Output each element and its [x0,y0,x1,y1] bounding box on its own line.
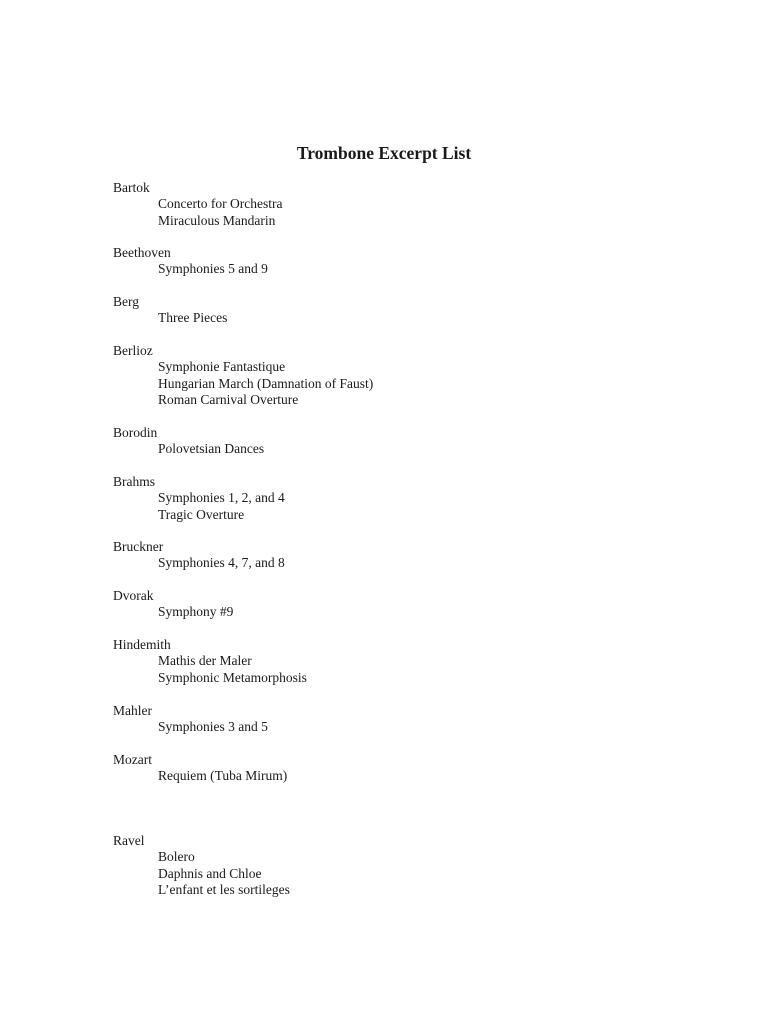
work-item: Symphonies 1, 2, and 4 [158,490,285,506]
work-item: L’enfant et les sortileges [158,881,290,897]
composer-name: Brahms [113,474,155,489]
composer-entry [113,180,282,229]
composer-name: Bruckner [113,539,164,554]
composer-entry [113,588,233,621]
works-list [113,261,268,277]
work-item: Roman Carnival Overture [158,391,299,407]
work-item: Three Pieces [158,310,228,326]
composer-entry [113,637,307,686]
works-list [113,768,287,784]
works-list [113,555,285,571]
work-item: Symphonic Metamorphosis [158,669,307,685]
work-item: Mathis der Maler [158,653,252,669]
composer-entry [113,425,264,458]
composer-entry [113,245,268,278]
composer-entry [113,703,268,736]
work-item: Requiem (Tuba Mirum) [158,768,288,784]
composer-name: Ravel [113,833,145,848]
composer-name: Beethoven [113,245,171,260]
composer-name: Mozart [113,752,152,767]
work-item: Hungarian March (Damnation of Faust) [158,375,374,391]
works-list [113,849,290,898]
works-list [113,653,307,686]
works-list [113,196,282,229]
works-list [113,604,233,620]
composer-name: Dvorak [113,588,154,603]
work-item: Symphony #9 [158,604,234,620]
work-item: Symphonie Fantastique [158,359,286,375]
composer-entry [113,752,287,785]
work-item: Daphnis and Chloe [158,865,262,881]
composer-name: Berlioz [113,343,153,358]
composer-name: Borodin [113,425,158,440]
work-item: Symphonies 4, 7, and 8 [158,555,285,571]
works-list [113,359,373,408]
composer-entry [113,294,227,327]
composer-name: Hindemith [113,637,171,652]
composer-entry [113,343,373,408]
composer-name: Mahler [113,703,152,718]
work-item: Tragic Overture [158,506,245,522]
works-list [113,490,285,523]
works-list [113,310,227,326]
work-item: Miraculous Mandarin [158,212,276,228]
composer-name: Berg [113,294,139,309]
page-title: Trombone Excerpt List [296,143,472,163]
work-item: Concerto for Orchestra [158,196,283,212]
composer-name: Bartok [113,180,150,195]
work-item: Symphonies 3 and 5 [158,719,268,735]
work-item: Symphonies 5 and 9 [158,261,268,277]
works-list [113,441,264,457]
works-list [113,719,268,735]
work-item: Polovetsian Dances [158,441,265,457]
composer-entry [113,474,285,523]
work-item: Bolero [158,849,195,865]
composer-entry [113,539,285,572]
composer-entry [113,833,290,898]
